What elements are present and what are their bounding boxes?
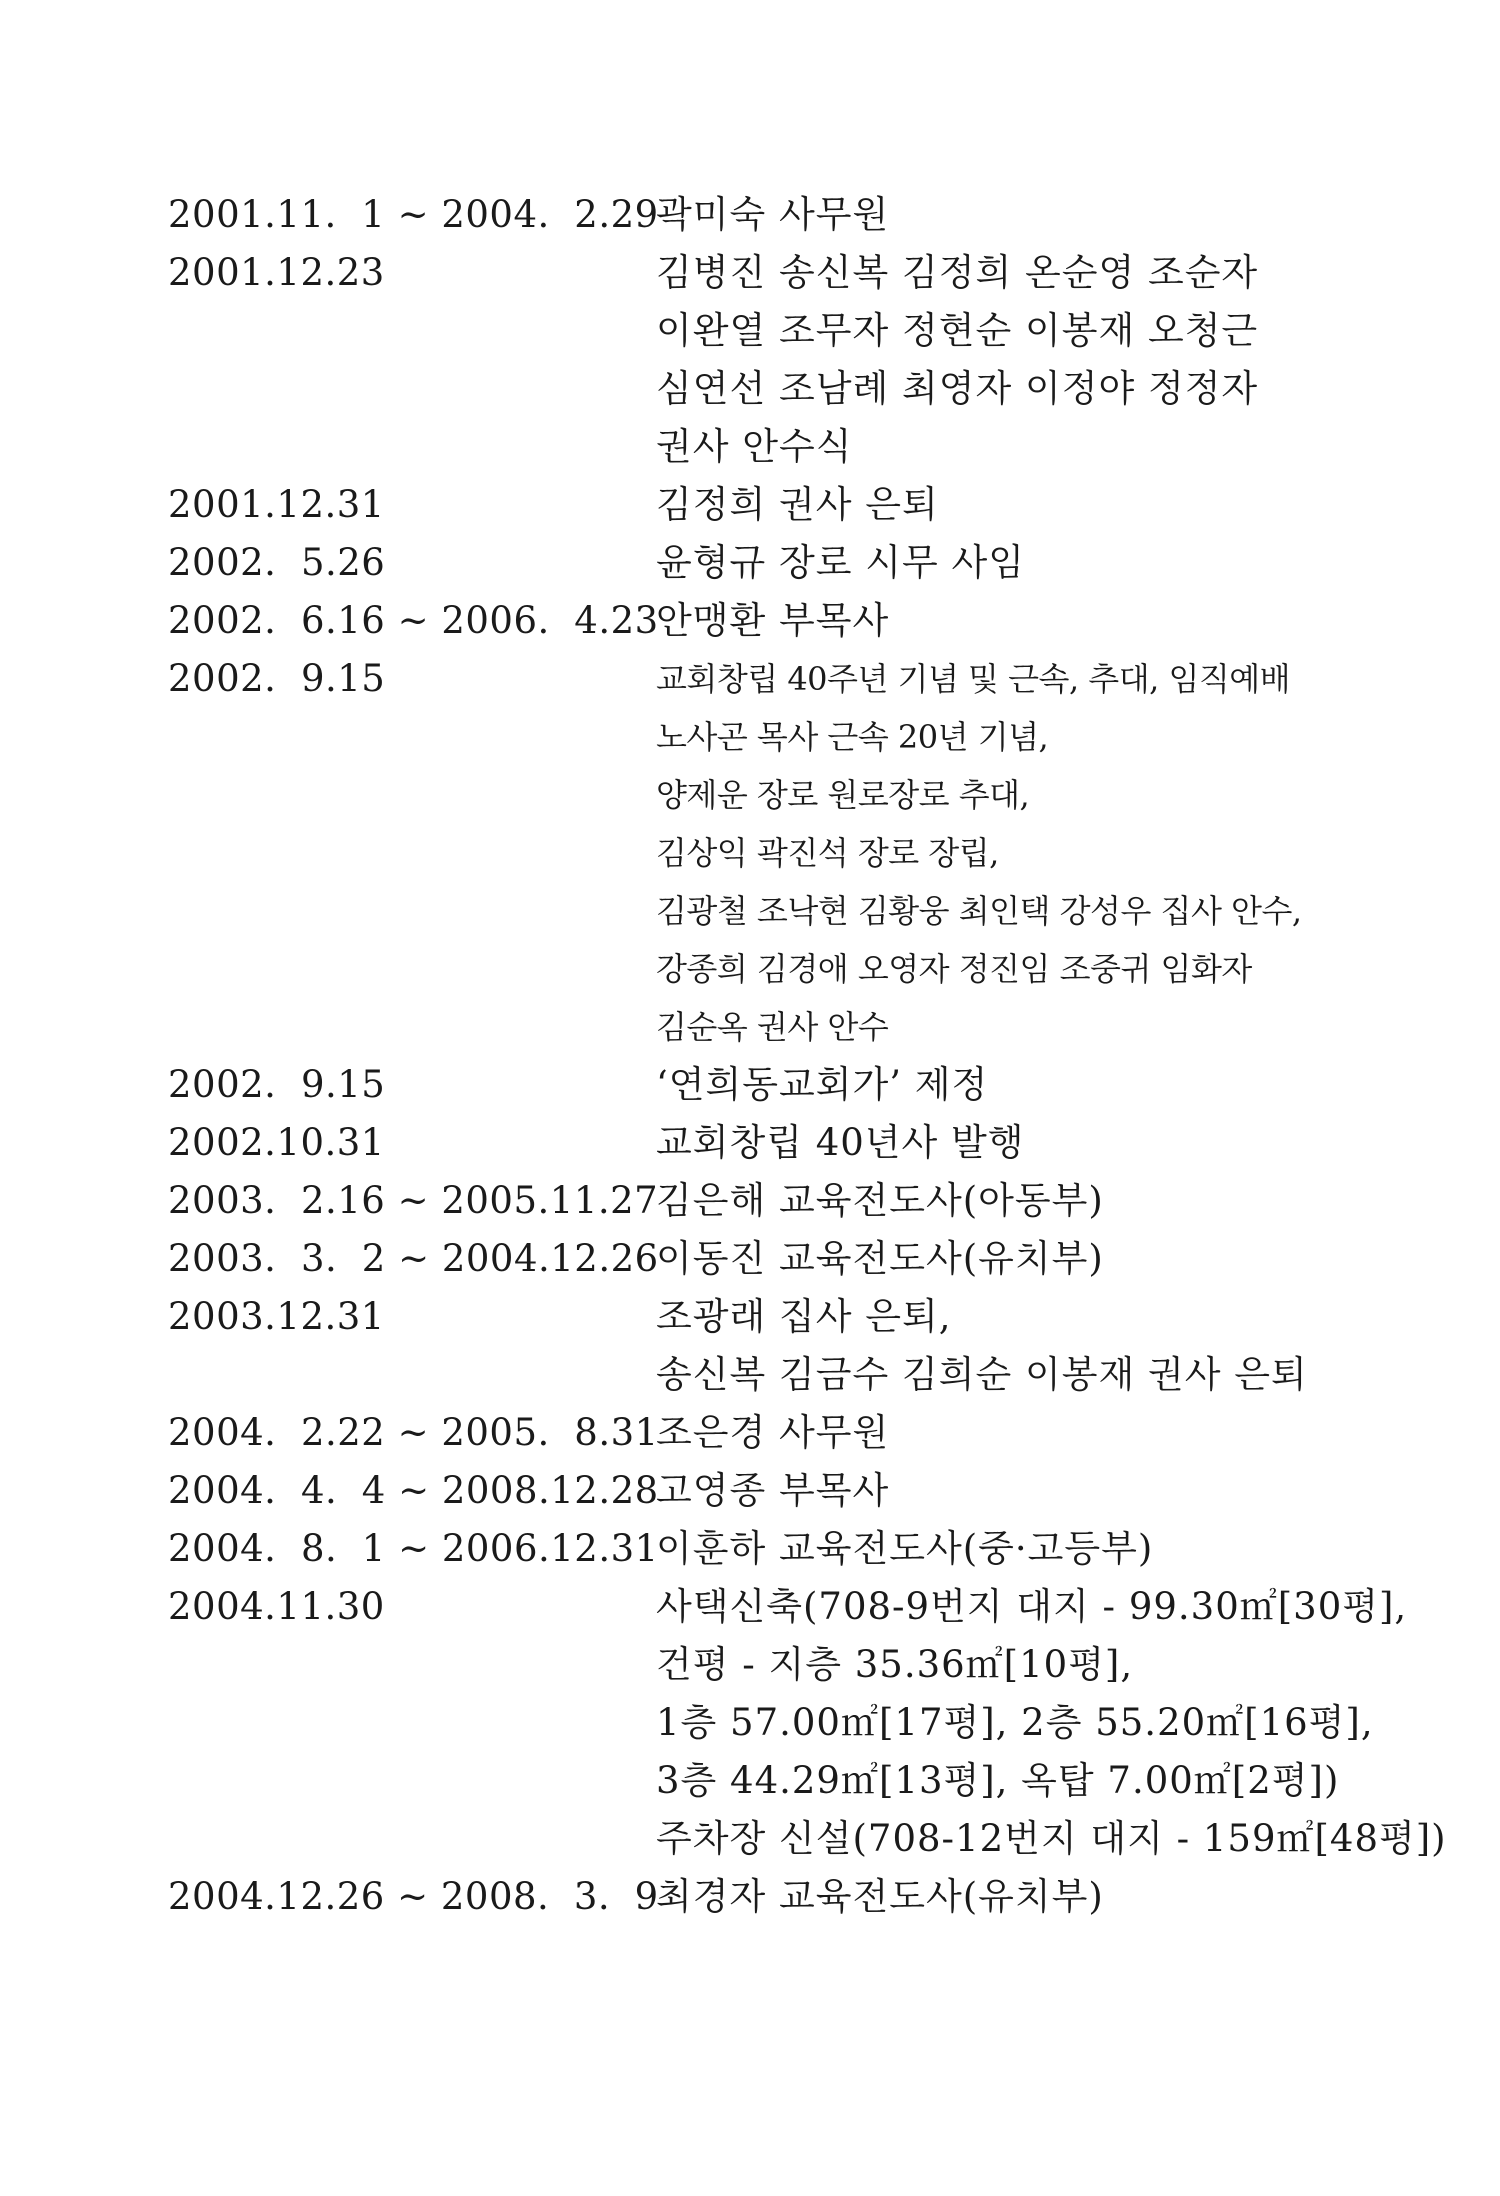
timeline-entry — [168, 1404, 1368, 1462]
entry-description — [656, 186, 1368, 244]
entry-description — [656, 1114, 1368, 1172]
entry-date: 2001.12.31 — [168, 483, 385, 526]
entry-date: 2002. 5.26 — [168, 541, 386, 584]
entry-description — [656, 1578, 1447, 1868]
timeline-entry — [168, 1578, 1447, 1868]
entry-description-line: 조은경 사무원 — [656, 1411, 890, 1454]
history-timeline — [168, 186, 1447, 1926]
timeline-entry — [168, 1172, 1368, 1230]
entry-description-line: 주차장 신설(708-12번지 대지 - 159㎡[48평]) — [656, 1817, 1447, 1860]
timeline-entry — [168, 1868, 1368, 1926]
entry-description-line: 송신복 김금수 김희순 이봉재 권사 은퇴 — [656, 1353, 1308, 1396]
entry-date: 2002. 9.15 — [168, 657, 386, 700]
entry-description-line: 1층 57.00㎡[17평], 2층 55.20㎡[16평], — [656, 1701, 1374, 1744]
entry-date: 2001.12.23 — [168, 251, 385, 294]
entry-description-line: 심연선 조남례 최영자 이정야 정정자 — [656, 367, 1259, 410]
entry-description-line: 고영종 부목사 — [656, 1469, 890, 1512]
entry-description-line: 김상익 곽진석 장로 장립, — [656, 834, 999, 872]
entry-description — [656, 476, 1368, 534]
entry-date: 2004. 4. 4 ~ 2008.12.28 — [168, 1469, 659, 1512]
timeline-entry — [168, 244, 1368, 476]
entry-description-line: 이완열 조무자 정현순 이봉재 오청근 — [656, 309, 1259, 352]
entry-description-line: 김정희 권사 은퇴 — [656, 483, 939, 526]
timeline-entry — [168, 534, 1368, 592]
entry-date: 2003. 3. 2 ~ 2004.12.26 — [168, 1237, 659, 1280]
entry-description-line: 3층 44.29㎡[13평], 옥탑 7.00㎡[2평]) — [656, 1759, 1340, 1802]
entry-description-line: 김병진 송신복 김정희 온순영 조순자 — [656, 251, 1259, 294]
entry-date: 2004.12.26 ~ 2008. 3. 9 — [168, 1875, 659, 1918]
entry-date: 2004.11.30 — [168, 1585, 385, 1628]
timeline-entry — [168, 1462, 1368, 1520]
entry-description-line: 김순옥 권사 안수 — [656, 1008, 889, 1046]
timeline-entry — [168, 1056, 1368, 1114]
entry-date: 2002. 6.16 ~ 2006. 4.23 — [168, 599, 659, 642]
entry-description-line: 곽미숙 사무원 — [656, 193, 890, 236]
entry-description — [656, 1172, 1368, 1230]
timeline-entry — [168, 650, 1368, 1056]
entry-description-line: 교회창립 40주년 기념 및 근속, 추대, 임직예배 — [656, 660, 1291, 698]
entry-description-line: 최경자 교육전도사(유치부) — [656, 1875, 1104, 1918]
timeline-entry — [168, 186, 1368, 244]
entry-description — [656, 650, 1368, 1056]
timeline-entry — [168, 1288, 1368, 1404]
entry-date: 2001.11. 1 ~ 2004. 2.29 — [168, 193, 659, 236]
entry-description-line: 교회창립 40년사 발행 — [656, 1121, 1025, 1164]
entry-description — [656, 1868, 1368, 1926]
entry-description-line: 조광래 집사 은퇴, — [656, 1295, 952, 1338]
entry-description — [656, 1404, 1368, 1462]
entry-description — [656, 1056, 1368, 1114]
entry-date: 2004. 2.22 ~ 2005. 8.31 — [168, 1411, 659, 1454]
entry-description — [656, 1230, 1368, 1288]
timeline-entry — [168, 1520, 1368, 1578]
entry-description — [656, 592, 1368, 650]
timeline-entry — [168, 1114, 1368, 1172]
entry-description — [656, 244, 1368, 476]
entry-date: 2002.10.31 — [168, 1121, 385, 1164]
timeline-entry — [168, 476, 1368, 534]
entry-description-line: 양제운 장로 원로장로 추대, — [656, 776, 1030, 814]
entry-description-line: 노사곤 목사 근속 20년 기념, — [656, 718, 1049, 756]
entry-description-line: 권사 안수식 — [656, 425, 853, 468]
entry-description-line: 이훈하 교육전도사(중·고등부) — [656, 1527, 1154, 1570]
timeline-entry — [168, 592, 1368, 650]
entry-description-line: 김은해 교육전도사(아동부) — [656, 1179, 1104, 1222]
entry-description — [656, 1288, 1368, 1404]
entry-description-line: 건평 - 지층 35.36㎡[10평], — [656, 1643, 1134, 1686]
entry-date: 2002. 9.15 — [168, 1063, 386, 1106]
entry-description — [656, 1462, 1368, 1520]
entry-description — [656, 1520, 1368, 1578]
entry-date: 2004. 8. 1 ~ 2006.12.31 — [168, 1527, 659, 1570]
entry-description-line: 사택신축(708-9번지 대지 - 99.30㎡[30평], — [656, 1585, 1408, 1628]
timeline-entry — [168, 1230, 1368, 1288]
entry-description — [656, 534, 1368, 592]
entry-date: 2003.12.31 — [168, 1295, 385, 1338]
entry-description-line: 김광철 조낙현 김황웅 최인택 강성우 집사 안수, — [656, 892, 1302, 930]
entry-description-line: ‘연희동교회가’ 제정 — [656, 1063, 989, 1106]
entry-description-line: 이동진 교육전도사(유치부) — [656, 1237, 1104, 1280]
entry-description-line: 안맹환 부목사 — [656, 599, 890, 642]
entry-description-line: 강종희 김경애 오영자 정진임 조중귀 임화자 — [656, 950, 1252, 988]
entry-date: 2003. 2.16 ~ 2005.11.27 — [168, 1179, 659, 1222]
entry-description-line: 윤형규 장로 시무 사임 — [656, 541, 1025, 584]
